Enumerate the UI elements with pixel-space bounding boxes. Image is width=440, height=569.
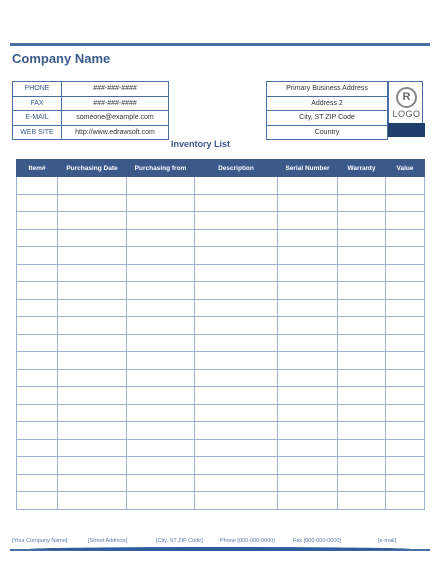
table-cell[interactable] bbox=[195, 229, 278, 247]
table-cell[interactable] bbox=[278, 492, 338, 510]
table-cell[interactable] bbox=[17, 422, 58, 440]
table-cell[interactable] bbox=[338, 282, 386, 300]
table-cell[interactable] bbox=[127, 492, 195, 510]
table-cell[interactable] bbox=[278, 299, 338, 317]
table-cell[interactable] bbox=[386, 317, 425, 335]
table-cell[interactable] bbox=[278, 352, 338, 370]
table-cell[interactable] bbox=[17, 229, 58, 247]
table-cell[interactable] bbox=[338, 369, 386, 387]
table-cell[interactable] bbox=[17, 212, 58, 230]
table-cell[interactable] bbox=[127, 282, 195, 300]
table-cell[interactable] bbox=[386, 439, 425, 457]
table-cell[interactable] bbox=[278, 264, 338, 282]
table-cell[interactable] bbox=[17, 299, 58, 317]
address-line: Primary Business Address bbox=[267, 82, 388, 97]
table-cell[interactable] bbox=[195, 264, 278, 282]
table-cell[interactable] bbox=[195, 422, 278, 440]
table-cell[interactable] bbox=[127, 299, 195, 317]
contact-label: FAX bbox=[13, 96, 62, 111]
table-cell[interactable] bbox=[386, 352, 425, 370]
table-cell[interactable] bbox=[195, 212, 278, 230]
table-row bbox=[17, 247, 425, 265]
footer-swoosh bbox=[30, 547, 410, 551]
table-cell[interactable] bbox=[58, 247, 127, 265]
table-cell[interactable] bbox=[17, 334, 58, 352]
table-cell[interactable] bbox=[127, 212, 195, 230]
contact-value: someone@example.com bbox=[62, 111, 169, 126]
table-cell[interactable] bbox=[386, 264, 425, 282]
column-header-serial-number: Serial Number bbox=[278, 160, 338, 177]
table-cell[interactable] bbox=[127, 352, 195, 370]
table-cell[interactable] bbox=[278, 317, 338, 335]
table-cell[interactable] bbox=[17, 457, 58, 475]
table-cell[interactable] bbox=[278, 247, 338, 265]
table-row bbox=[17, 177, 425, 195]
table-row bbox=[17, 212, 425, 230]
address-table bbox=[266, 81, 388, 140]
contact-label: WEB SITE bbox=[13, 125, 62, 140]
table-cell[interactable] bbox=[195, 317, 278, 335]
table-cell[interactable] bbox=[386, 177, 425, 195]
table-row bbox=[17, 404, 425, 422]
footer-city: [City, ST ZIP Code] bbox=[156, 538, 203, 544]
table-cell[interactable] bbox=[195, 369, 278, 387]
table-cell[interactable] bbox=[58, 177, 127, 195]
column-header-value: Value bbox=[386, 160, 425, 177]
table-cell[interactable] bbox=[338, 177, 386, 195]
table-row bbox=[17, 317, 425, 335]
table-cell[interactable] bbox=[338, 474, 386, 492]
table-cell[interactable] bbox=[195, 247, 278, 265]
table-cell[interactable] bbox=[278, 474, 338, 492]
table-cell[interactable] bbox=[58, 404, 127, 422]
table-cell[interactable] bbox=[58, 317, 127, 335]
table-cell[interactable] bbox=[195, 492, 278, 510]
table-cell[interactable] bbox=[338, 404, 386, 422]
table-cell[interactable] bbox=[17, 439, 58, 457]
table-cell[interactable] bbox=[127, 439, 195, 457]
footer-fax: Fax [000-000-0000] bbox=[293, 538, 342, 544]
table-row bbox=[17, 439, 425, 457]
table-cell[interactable] bbox=[386, 194, 425, 212]
table-cell[interactable] bbox=[127, 229, 195, 247]
table-cell[interactable] bbox=[386, 369, 425, 387]
table-row bbox=[17, 229, 425, 247]
table-cell[interactable] bbox=[338, 422, 386, 440]
table-cell[interactable] bbox=[338, 317, 386, 335]
table-cell[interactable] bbox=[195, 282, 278, 300]
table-cell[interactable] bbox=[58, 474, 127, 492]
table-cell[interactable] bbox=[338, 212, 386, 230]
footer-street: [Street Address] bbox=[88, 538, 128, 544]
footer-phone: Phone [000-000-0000] bbox=[220, 538, 275, 544]
inventory-title: Inventory List bbox=[171, 139, 231, 149]
contact-row-phone bbox=[13, 82, 169, 97]
table-cell[interactable] bbox=[58, 422, 127, 440]
table-cell[interactable] bbox=[386, 212, 425, 230]
table-row bbox=[17, 492, 425, 510]
table-cell[interactable] bbox=[58, 457, 127, 475]
table-cell[interactable] bbox=[195, 352, 278, 370]
contact-label: E-MAIL bbox=[13, 111, 62, 126]
address-line: Address 2 bbox=[267, 96, 388, 111]
table-cell[interactable] bbox=[386, 387, 425, 405]
table-cell[interactable] bbox=[278, 194, 338, 212]
contact-table bbox=[12, 81, 169, 140]
table-cell[interactable] bbox=[278, 422, 338, 440]
table-cell[interactable] bbox=[127, 474, 195, 492]
table-cell[interactable] bbox=[127, 177, 195, 195]
table-cell[interactable] bbox=[338, 492, 386, 510]
table-cell[interactable] bbox=[17, 492, 58, 510]
table-cell[interactable] bbox=[127, 369, 195, 387]
table-row bbox=[17, 387, 425, 405]
logo-text: LOGO bbox=[392, 109, 421, 119]
table-cell[interactable] bbox=[195, 457, 278, 475]
logo bbox=[388, 81, 423, 137]
inventory-header-row bbox=[17, 160, 425, 177]
table-cell[interactable] bbox=[386, 229, 425, 247]
table-cell[interactable] bbox=[338, 194, 386, 212]
table-cell[interactable] bbox=[17, 247, 58, 265]
table-cell[interactable] bbox=[278, 387, 338, 405]
contact-row-email bbox=[13, 111, 169, 126]
table-cell[interactable] bbox=[17, 282, 58, 300]
table-cell[interactable] bbox=[338, 247, 386, 265]
table-cell[interactable] bbox=[338, 299, 386, 317]
table-cell[interactable] bbox=[17, 264, 58, 282]
table-cell[interactable] bbox=[386, 422, 425, 440]
contact-row-website bbox=[13, 125, 169, 140]
column-header-purchasing-from: Purchasing from bbox=[127, 160, 195, 177]
table-cell[interactable] bbox=[127, 457, 195, 475]
table-cell[interactable] bbox=[127, 422, 195, 440]
table-cell[interactable] bbox=[58, 492, 127, 510]
table-cell[interactable] bbox=[58, 229, 127, 247]
table-cell[interactable] bbox=[17, 474, 58, 492]
table-cell[interactable] bbox=[195, 194, 278, 212]
table-cell[interactable] bbox=[338, 264, 386, 282]
table-cell[interactable] bbox=[338, 387, 386, 405]
table-cell[interactable] bbox=[17, 177, 58, 195]
column-header-purchasing-date: Purchasing Date bbox=[58, 160, 127, 177]
inventory-table bbox=[16, 159, 425, 510]
table-cell[interactable] bbox=[386, 457, 425, 475]
header-rule bbox=[10, 43, 430, 46]
table-cell[interactable] bbox=[58, 212, 127, 230]
table-cell[interactable] bbox=[338, 334, 386, 352]
contact-value: http://www.edrawsoft.com bbox=[62, 125, 169, 140]
logo-band bbox=[388, 123, 425, 137]
table-cell[interactable] bbox=[127, 404, 195, 422]
table-row bbox=[17, 299, 425, 317]
table-cell[interactable] bbox=[338, 352, 386, 370]
inventory-body bbox=[17, 177, 425, 510]
table-cell[interactable] bbox=[386, 404, 425, 422]
table-cell[interactable] bbox=[58, 334, 127, 352]
table-cell[interactable] bbox=[17, 404, 58, 422]
table-cell[interactable] bbox=[127, 194, 195, 212]
table-cell[interactable] bbox=[386, 334, 425, 352]
table-cell[interactable] bbox=[338, 457, 386, 475]
address-line: Country bbox=[267, 125, 388, 140]
table-cell[interactable] bbox=[278, 229, 338, 247]
footer-company: [Your Company Name] bbox=[12, 538, 68, 544]
table-cell[interactable] bbox=[278, 212, 338, 230]
table-cell[interactable] bbox=[278, 439, 338, 457]
table-row bbox=[17, 369, 425, 387]
contact-value: ###-###-#### bbox=[62, 82, 169, 97]
table-cell[interactable] bbox=[195, 439, 278, 457]
table-cell[interactable] bbox=[58, 352, 127, 370]
column-header-item: Item# bbox=[17, 160, 58, 177]
table-cell[interactable] bbox=[386, 282, 425, 300]
company-name: Company Name bbox=[12, 51, 111, 66]
table-cell[interactable] bbox=[386, 247, 425, 265]
table-cell[interactable] bbox=[58, 369, 127, 387]
address-line: City, ST ZIP Code bbox=[267, 111, 388, 126]
table-cell[interactable] bbox=[278, 404, 338, 422]
table-cell[interactable] bbox=[58, 387, 127, 405]
table-cell[interactable] bbox=[127, 247, 195, 265]
table-cell[interactable] bbox=[58, 264, 127, 282]
table-cell[interactable] bbox=[58, 299, 127, 317]
table-cell[interactable] bbox=[17, 194, 58, 212]
table-cell[interactable] bbox=[195, 177, 278, 195]
table-cell[interactable] bbox=[17, 317, 58, 335]
table-cell[interactable] bbox=[127, 317, 195, 335]
table-cell[interactable] bbox=[338, 439, 386, 457]
table-cell[interactable] bbox=[17, 352, 58, 370]
table-cell[interactable] bbox=[127, 387, 195, 405]
registered-trademark-icon: R bbox=[396, 87, 417, 108]
column-header-description: Description bbox=[195, 160, 278, 177]
table-row bbox=[17, 264, 425, 282]
table-cell[interactable] bbox=[278, 282, 338, 300]
table-cell[interactable] bbox=[386, 299, 425, 317]
table-cell[interactable] bbox=[195, 334, 278, 352]
table-row bbox=[17, 474, 425, 492]
table-cell[interactable] bbox=[58, 282, 127, 300]
contact-label: PHONE bbox=[13, 82, 62, 97]
table-cell[interactable] bbox=[127, 264, 195, 282]
table-cell[interactable] bbox=[58, 439, 127, 457]
table-row bbox=[17, 422, 425, 440]
table-cell[interactable] bbox=[278, 177, 338, 195]
table-cell[interactable] bbox=[195, 474, 278, 492]
table-cell[interactable] bbox=[195, 299, 278, 317]
table-row bbox=[17, 334, 425, 352]
contact-value: ###-###-#### bbox=[62, 96, 169, 111]
table-cell[interactable] bbox=[386, 492, 425, 510]
table-cell[interactable] bbox=[58, 194, 127, 212]
column-header-warranty: Warranty bbox=[338, 160, 386, 177]
table-cell[interactable] bbox=[386, 474, 425, 492]
table-cell[interactable] bbox=[278, 369, 338, 387]
table-cell[interactable] bbox=[278, 457, 338, 475]
contact-row-fax bbox=[13, 96, 169, 111]
table-cell[interactable] bbox=[278, 334, 338, 352]
table-cell[interactable] bbox=[127, 334, 195, 352]
table-cell[interactable] bbox=[195, 404, 278, 422]
table-cell[interactable] bbox=[338, 229, 386, 247]
table-row bbox=[17, 457, 425, 475]
table-cell[interactable] bbox=[17, 387, 58, 405]
table-row bbox=[17, 282, 425, 300]
table-cell[interactable] bbox=[17, 369, 58, 387]
footer-email: [e-mail] bbox=[378, 538, 397, 544]
table-row bbox=[17, 194, 425, 212]
table-row bbox=[17, 352, 425, 370]
table-cell[interactable] bbox=[195, 387, 278, 405]
